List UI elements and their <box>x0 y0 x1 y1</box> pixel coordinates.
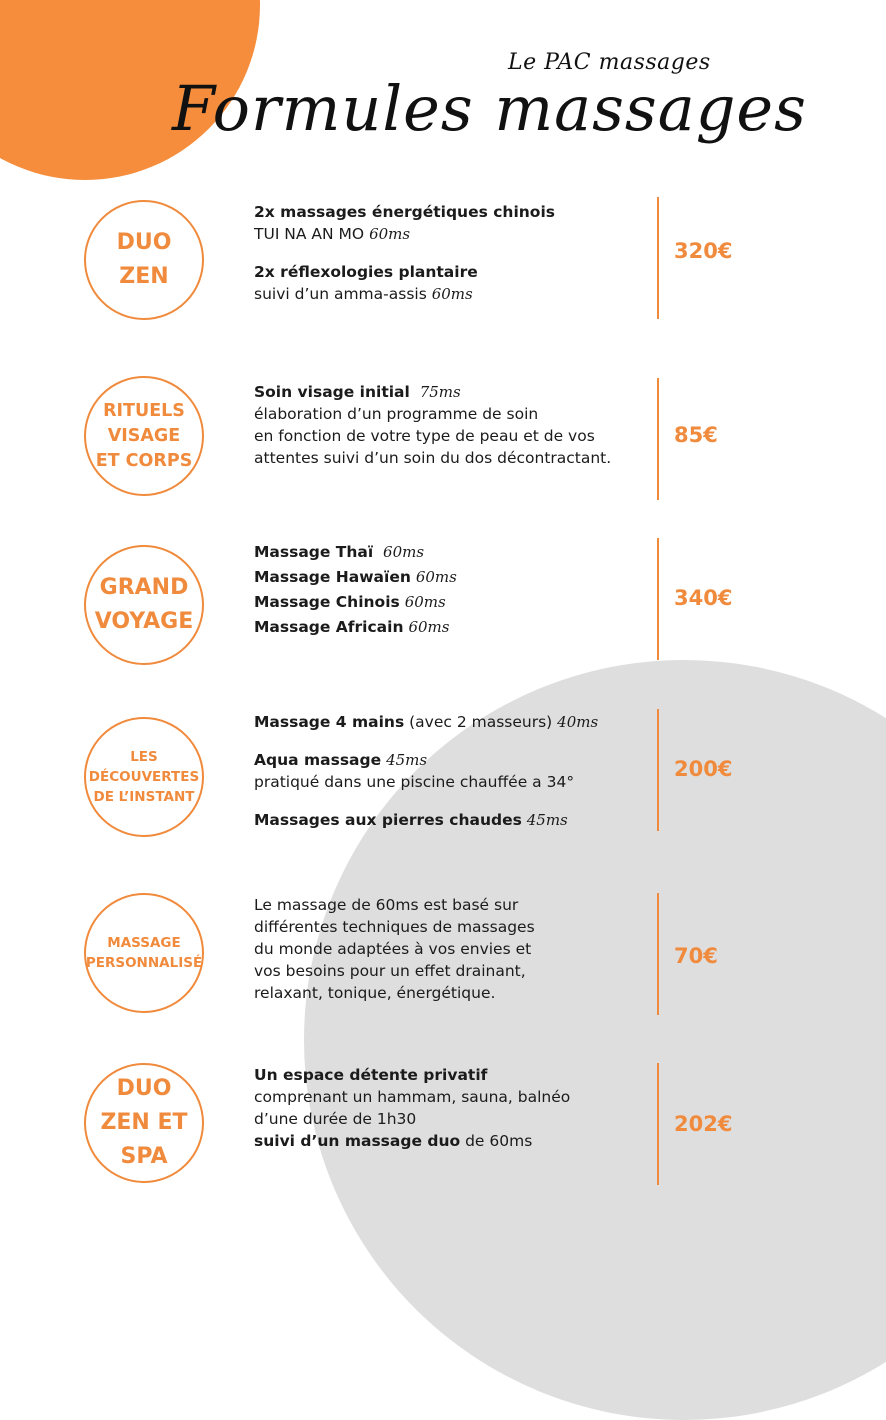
formula-description-grand-voyage: Massage Thaï 60ms Massage Hawaïen 60ms Massage Chinois 60ms Massage Africain 60ms <box>254 543 457 636</box>
formula-price-decouvertes: 200€ <box>674 757 733 781</box>
formula-price-rituels: 85€ <box>674 423 718 447</box>
formula-divider <box>657 1063 659 1185</box>
formula-badge-personnalise: MASSAGE PERSONNALISÉ <box>84 893 204 1013</box>
formula-divider <box>657 538 659 660</box>
formula-description-decouvertes: Massage 4 mains (avec 2 masseurs) 40ms Aqua massage 45ms pratiqué dans une piscine chauffée a 34° Massages aux pierres chaudes 45ms <box>254 713 599 829</box>
formula-badge-decouvertes: LES DÉCOUVERTES DE L’INSTANT <box>84 717 204 837</box>
brand-subtitle: Le PAC massages <box>508 50 711 75</box>
formula-badge-rituels: RITUELS VISAGE ET CORPS <box>84 376 204 496</box>
formula-description-rituels: Soin visage initial 75ms élaboration d’un programme de soin en fonction de votre type de peau et de vos attentes suivi d’un soin du dos décontractant. <box>254 383 612 467</box>
formula-badge-duo-zen: DUO ZEN <box>84 200 204 320</box>
formula-divider <box>657 893 659 1015</box>
formula-divider <box>657 709 659 831</box>
formula-badge-grand-voyage: GRAND VOYAGE <box>84 545 204 665</box>
formula-price-duo-zen: 320€ <box>674 239 733 263</box>
formula-price-grand-voyage: 340€ <box>674 586 733 610</box>
page-title: Formules massages <box>172 72 807 145</box>
formula-divider <box>657 378 659 500</box>
formula-divider <box>657 197 659 319</box>
formula-description-personnalise: Le massage de 60ms est basé sur différentes techniques de massages du monde adaptées à vos envies et vos besoins pour un effet drainant, relaxant, tonique, énergétique. <box>254 896 535 1002</box>
formula-price-duo-zen-spa: 202€ <box>674 1112 733 1136</box>
formula-badge-duo-zen-spa: DUO ZEN ET SPA <box>84 1063 204 1183</box>
formula-price-personnalise: 70€ <box>674 944 718 968</box>
formula-description-duo-zen: 2x massages énergétiques chinois TUI NA AN MO 60ms 2x réflexologies plantaire suivi d’un amma-assis 60ms <box>254 203 555 303</box>
formula-description-duo-zen-spa: Un espace détente privatif comprenant un hammam, sauna, balnéo d’une durée de 1h30 suivi d’un massage duo de 60ms <box>254 1066 571 1150</box>
